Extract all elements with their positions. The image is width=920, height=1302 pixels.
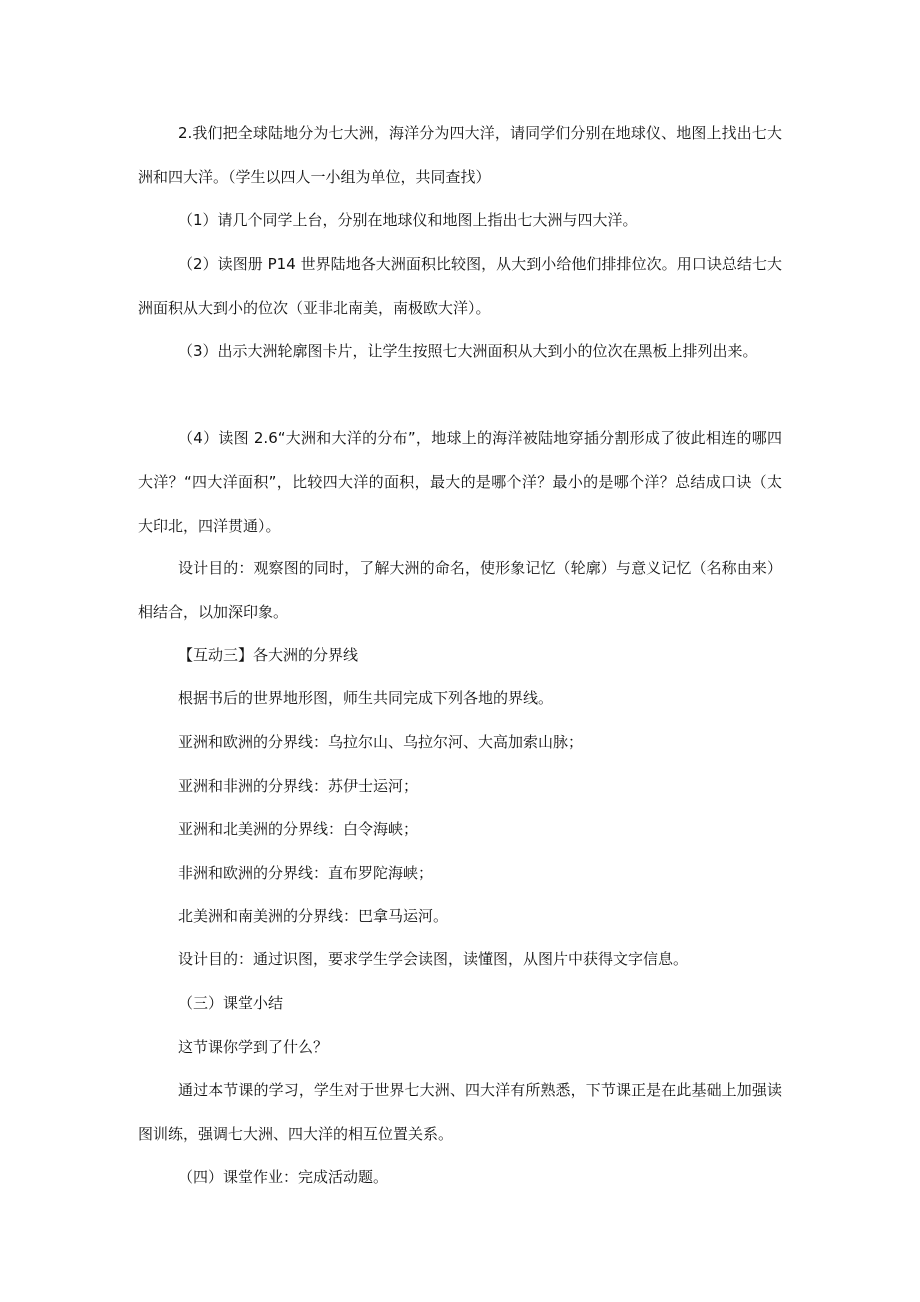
paragraph-design-purpose-2: 设计目的：通过识图，要求学生学会读图，读懂图，从图片中获得文字信息。 xyxy=(178,950,689,968)
paragraph-map-instruction: 根据书后的世界地形图，师生共同完成下列各地的界线。 xyxy=(178,689,554,707)
boundary-asia-europe: 亚洲和欧洲的分界线：乌拉尔山、乌拉尔河、大高加索山脉； xyxy=(178,733,584,751)
paragraph-task-2: 2.我们把全球陆地分为七大洲，海洋分为四大洋，请同学们分别在地球仪、地图上找出七大洲和四大洋。（学生以四人一小组为单位，共同查找） xyxy=(138,124,782,186)
paragraph-step-1: （1）请几个同学上台，分别在地球仪和地图上指出七大洲与四大洋。 xyxy=(178,211,638,229)
section-heading-summary: （三）课堂小结 xyxy=(178,994,284,1012)
boundary-africa-europe: 非洲和欧洲的分界线：直布罗陀海峡； xyxy=(178,864,434,882)
paragraph-step-2: （2）读图册 P14 世界陆地各大洲面积比较图，从大到小给他们排排位次。用口诀总结七大洲面积从大到小的位次（亚非北南美，南极欧大洋）。 xyxy=(138,255,782,317)
section-heading-interaction-3: 【互动三】各大洲的分界线 xyxy=(178,646,359,664)
paragraph-design-purpose-1: 设计目的：观察图的同时，了解大洲的命名，使形象记忆（轮廓）与意义记忆（名称由来）相结合，以加深印象。 xyxy=(138,559,782,621)
paragraph-step-4: （4）读图 2.6“大洲和大洋的分布”，地球上的海洋被陆地穿插分割形成了彼此相连的哪四大洋？“四大洋面积”，比较四大洋的面积，最大的是哪个洋？最小的是哪个洋？总结成口诀（太大印北，四洋贯通）。 xyxy=(138,429,782,535)
boundary-asia-north-america: 亚洲和北美洲的分界线：白令海峡； xyxy=(178,820,419,838)
paragraph-summary: 通过本节课的学习，学生对于世界七大洲、四大洋有所熟悉，下节课正是在此基础上加强读图训练，强调七大洲、四大洋的相互位置关系。 xyxy=(138,1081,782,1143)
boundary-asia-africa: 亚洲和非洲的分界线：苏伊士运河； xyxy=(178,777,419,795)
section-heading-homework: （四）课堂作业：完成活动题。 xyxy=(178,1168,389,1186)
boundary-north-south-america: 北美洲和南美洲的分界线：巴拿马运河。 xyxy=(178,907,449,925)
paragraph-step-3: （3）出示大洲轮廓图卡片，让学生按照七大洲面积从大到小的位次在黑板上排列出来。 xyxy=(178,342,758,360)
paragraph-question: 这节课你学到了什么？ xyxy=(178,1038,329,1056)
